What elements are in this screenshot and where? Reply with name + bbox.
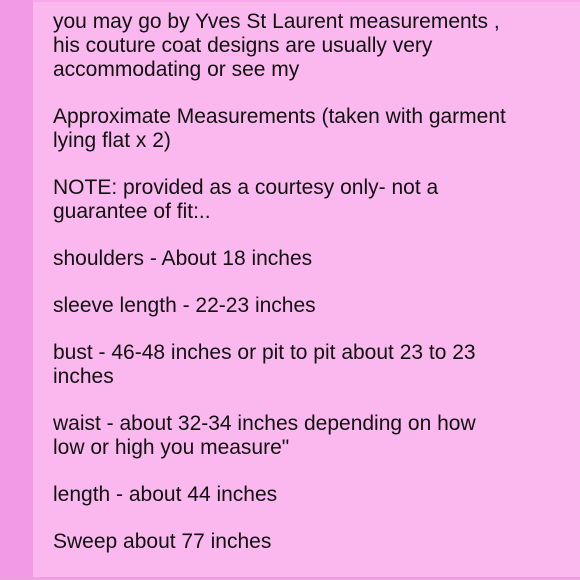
note-line: length - about 44 inches [53, 483, 278, 506]
measurement-sleeve [53, 294, 573, 318]
left-margin-bar [0, 0, 33, 580]
note-paragraph-intro [53, 0, 573, 82]
measurement-shoulders [53, 247, 573, 271]
note-line: low or high you measure" [53, 436, 290, 459]
note-line: accommodating or see my [53, 58, 300, 81]
measurement-sweep [53, 530, 573, 554]
note-paragraph-approx [53, 105, 573, 153]
measurement-length [53, 483, 573, 507]
note-line: bust - 46-48 inches or pit to pit about 23 to 23 [53, 341, 476, 364]
note-line: shoulders - About 18 inches [53, 247, 313, 270]
note-line: Sweep about 77 inches [53, 530, 272, 553]
note-line: Approximate Measurements (taken with garment [53, 105, 506, 128]
note-line: sleeve length - 22-23 inches [53, 294, 316, 317]
note-line: waist - about 32-34 inches depending on how [53, 412, 476, 435]
note-text-area[interactable] [53, 0, 573, 554]
note-paragraph-disclaimer [53, 176, 573, 224]
measurement-waist [53, 412, 573, 460]
note-line: lying flat x 2) [53, 129, 171, 152]
note-line: his couture coat designs are usually very [53, 34, 433, 57]
note-line: you may go by Yves St Laurent measurements , [53, 10, 500, 33]
note-line: NOTE: provided as a courtesy only- not a [53, 176, 439, 199]
note-line: inches [53, 365, 114, 388]
measurement-bust [53, 341, 573, 389]
note-line: guarantee of fit:.. [53, 200, 211, 223]
